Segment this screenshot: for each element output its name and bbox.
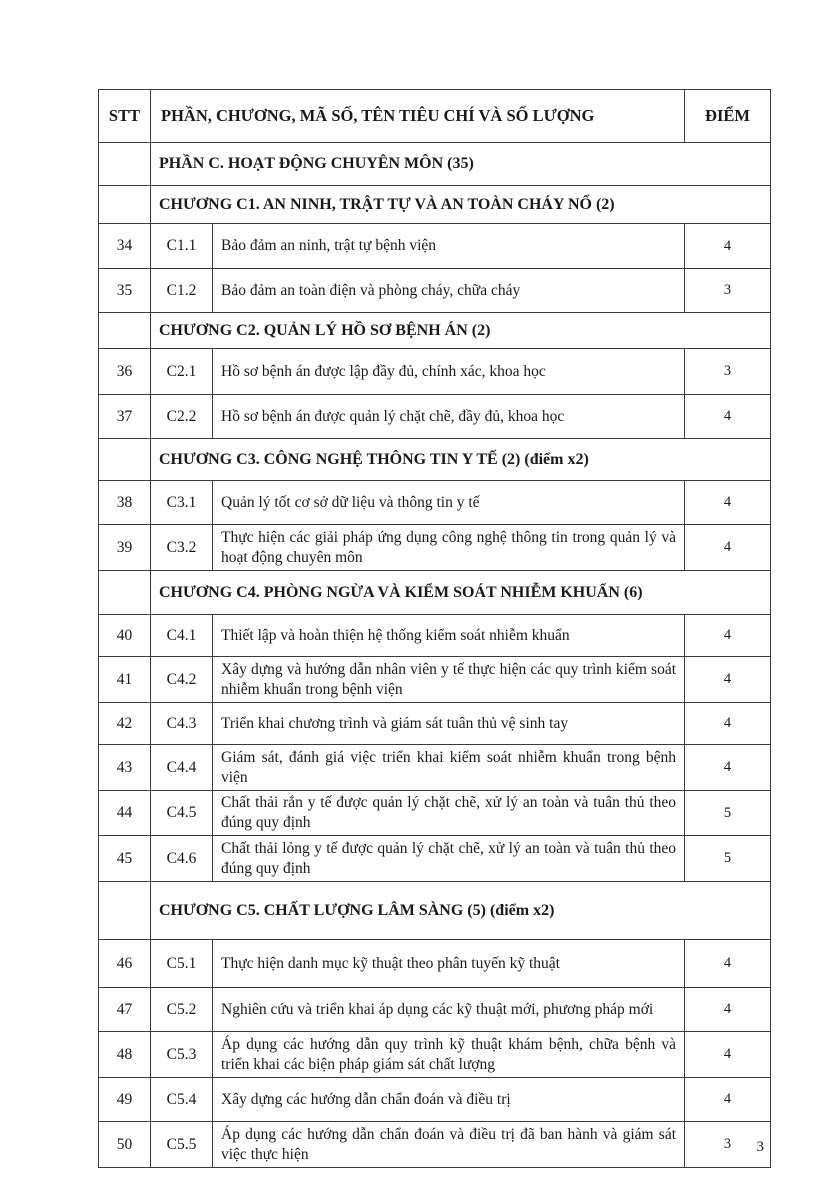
criterion-row [99, 615, 771, 657]
criterion-stt: 41 [99, 657, 151, 703]
criterion-row [99, 481, 771, 525]
criterion-row [99, 703, 771, 745]
chapter-row [99, 439, 771, 481]
criterion-stt: 45 [99, 836, 151, 882]
criterion-stt: 37 [99, 395, 151, 439]
criterion-stt: 47 [99, 988, 151, 1032]
criterion-row [99, 1122, 771, 1168]
criterion-code: C5.4 [151, 1078, 213, 1122]
criterion-name: Quản lý tốt cơ sở dữ liệu và thông tin y tế [213, 481, 685, 525]
criterion-code: C3.2 [151, 525, 213, 571]
criterion-name: Bảo đảm an toàn điện và phòng cháy, chữa cháy [213, 269, 685, 313]
criterion-row [99, 224, 771, 269]
chapter-title: CHƯƠNG C1. AN NINH, TRẬT TỰ VÀ AN TOÀN CHÁY NỔ (2) [151, 186, 771, 224]
header-stt: STT [99, 90, 151, 143]
criterion-score: 4 [685, 224, 771, 269]
criterion-stt: 34 [99, 224, 151, 269]
criterion-row [99, 836, 771, 882]
part-title: PHẦN C. HOẠT ĐỘNG CHUYÊN MÔN (35) [151, 143, 771, 186]
header-name: PHẦN, CHƯƠNG, MÃ SỐ, TÊN TIÊU CHÍ VÀ SỐ LƯỢNG [151, 90, 685, 143]
criterion-name: Chất thải lỏng y tế được quản lý chặt chẽ, xử lý an toàn và tuân thủ theo đúng quy định [213, 836, 685, 882]
header-score: ĐIỂM [685, 90, 771, 143]
criterion-score: 4 [685, 1032, 771, 1078]
criterion-score: 3 [685, 1122, 771, 1168]
chapter-row [99, 186, 771, 224]
chapter-stt-cell [99, 186, 151, 224]
criterion-stt: 35 [99, 269, 151, 313]
criterion-stt: 48 [99, 1032, 151, 1078]
criterion-stt: 44 [99, 791, 151, 836]
criterion-code: C2.2 [151, 395, 213, 439]
criterion-stt: 38 [99, 481, 151, 525]
criterion-name: Giám sát, đánh giá việc triển khai kiểm soát nhiễm khuẩn trong bệnh viện [213, 745, 685, 791]
chapter-stt-cell [99, 571, 151, 615]
criterion-code: C4.2 [151, 657, 213, 703]
criterion-code: C5.1 [151, 940, 213, 988]
criterion-code: C4.4 [151, 745, 213, 791]
chapter-row [99, 571, 771, 615]
criterion-row [99, 349, 771, 395]
criterion-score: 4 [685, 481, 771, 525]
page-number: 3 [756, 1139, 764, 1155]
criterion-score: 4 [685, 988, 771, 1032]
criterion-score: 4 [685, 940, 771, 988]
criterion-code: C5.5 [151, 1122, 213, 1168]
criterion-name: Hồ sơ bệnh án được lập đầy đủ, chính xác, khoa học [213, 349, 685, 395]
criterion-stt: 49 [99, 1078, 151, 1122]
chapter-stt-cell [99, 439, 151, 481]
chapter-title: CHƯƠNG C4. PHÒNG NGỪA VÀ KIỂM SOÁT NHIỄM KHUẨN (6) [151, 571, 771, 615]
criterion-name: Chất thải rắn y tế được quản lý chặt chẽ, xử lý an toàn và tuân thủ theo đúng quy định [213, 791, 685, 836]
criterion-stt: 42 [99, 703, 151, 745]
criterion-row [99, 269, 771, 313]
chapter-title: CHƯƠNG C2. QUẢN LÝ HỒ SƠ BỆNH ÁN (2) [151, 313, 771, 349]
criterion-code: C1.1 [151, 224, 213, 269]
criterion-code: C4.1 [151, 615, 213, 657]
chapter-row [99, 313, 771, 349]
criterion-row [99, 988, 771, 1032]
criterion-name: Áp dụng các hướng dẫn quy trình kỹ thuật khám bệnh, chữa bệnh và triển khai các biện pháp giám sát chất lượng [213, 1032, 685, 1078]
chapter-title: CHƯƠNG C3. CÔNG NGHỆ THÔNG TIN Y TẾ (2) (điểm x2) [151, 439, 771, 481]
criterion-name: Nghiên cứu và triển khai áp dụng các kỹ thuật mới, phương pháp mới [213, 988, 685, 1032]
criterion-stt: 46 [99, 940, 151, 988]
criterion-row [99, 791, 771, 836]
criterion-name: Áp dụng các hướng dẫn chẩn đoán và điều trị đã ban hành và giám sát việc thực hiện [213, 1122, 685, 1168]
criterion-stt: 36 [99, 349, 151, 395]
criterion-row [99, 657, 771, 703]
criterion-name: Thực hiện các giải pháp ứng dụng công nghệ thông tin trong quản lý và hoạt động chuyên môn [213, 525, 685, 571]
table-header-row [99, 90, 771, 143]
criterion-score: 5 [685, 836, 771, 882]
criterion-stt: 40 [99, 615, 151, 657]
criterion-name: Thiết lập và hoàn thiện hệ thống kiểm soát nhiễm khuẩn [213, 615, 685, 657]
criterion-name: Xây dựng các hướng dẫn chẩn đoán và điều trị [213, 1078, 685, 1122]
criterion-code: C5.3 [151, 1032, 213, 1078]
criterion-code: C4.6 [151, 836, 213, 882]
criterion-code: C3.1 [151, 481, 213, 525]
criterion-score: 4 [685, 745, 771, 791]
criterion-name: Xây dựng và hướng dẫn nhân viên y tế thực hiện các quy trình kiểm soát nhiễm khuẩn trong bệnh viện [213, 657, 685, 703]
criterion-name: Triển khai chương trình và giám sát tuân thủ vệ sinh tay [213, 703, 685, 745]
criterion-code: C4.5 [151, 791, 213, 836]
criterion-score: 4 [685, 1078, 771, 1122]
criterion-stt: 39 [99, 525, 151, 571]
criterion-score: 4 [685, 657, 771, 703]
criterion-score: 4 [685, 703, 771, 745]
chapter-stt-cell [99, 882, 151, 940]
criterion-stt: 43 [99, 745, 151, 791]
criterion-code: C2.1 [151, 349, 213, 395]
criterion-row [99, 1078, 771, 1122]
criterion-score: 5 [685, 791, 771, 836]
criterion-score: 3 [685, 269, 771, 313]
chapter-title: CHƯƠNG C5. CHẤT LƯỢNG LÂM SÀNG (5) (điểm x2) [151, 882, 771, 940]
part-stt-cell [99, 143, 151, 186]
criterion-row [99, 395, 771, 439]
criterion-code: C1.2 [151, 269, 213, 313]
criterion-row [99, 940, 771, 988]
criterion-row [99, 525, 771, 571]
criteria-table [98, 89, 771, 1168]
criterion-stt: 50 [99, 1122, 151, 1168]
criterion-code: C4.3 [151, 703, 213, 745]
criterion-name: Thực hiện danh mục kỹ thuật theo phân tuyến kỹ thuật [213, 940, 685, 988]
chapter-row [99, 882, 771, 940]
criterion-score: 3 [685, 349, 771, 395]
chapter-stt-cell [99, 313, 151, 349]
criterion-score: 4 [685, 525, 771, 571]
criterion-row [99, 745, 771, 791]
criterion-name: Bảo đảm an ninh, trật tự bệnh viện [213, 224, 685, 269]
criterion-score: 4 [685, 395, 771, 439]
criterion-code: C5.2 [151, 988, 213, 1032]
criterion-score: 4 [685, 615, 771, 657]
criterion-row [99, 1032, 771, 1078]
criterion-name: Hồ sơ bệnh án được quản lý chặt chẽ, đầy đủ, khoa học [213, 395, 685, 439]
part-row [99, 143, 771, 186]
